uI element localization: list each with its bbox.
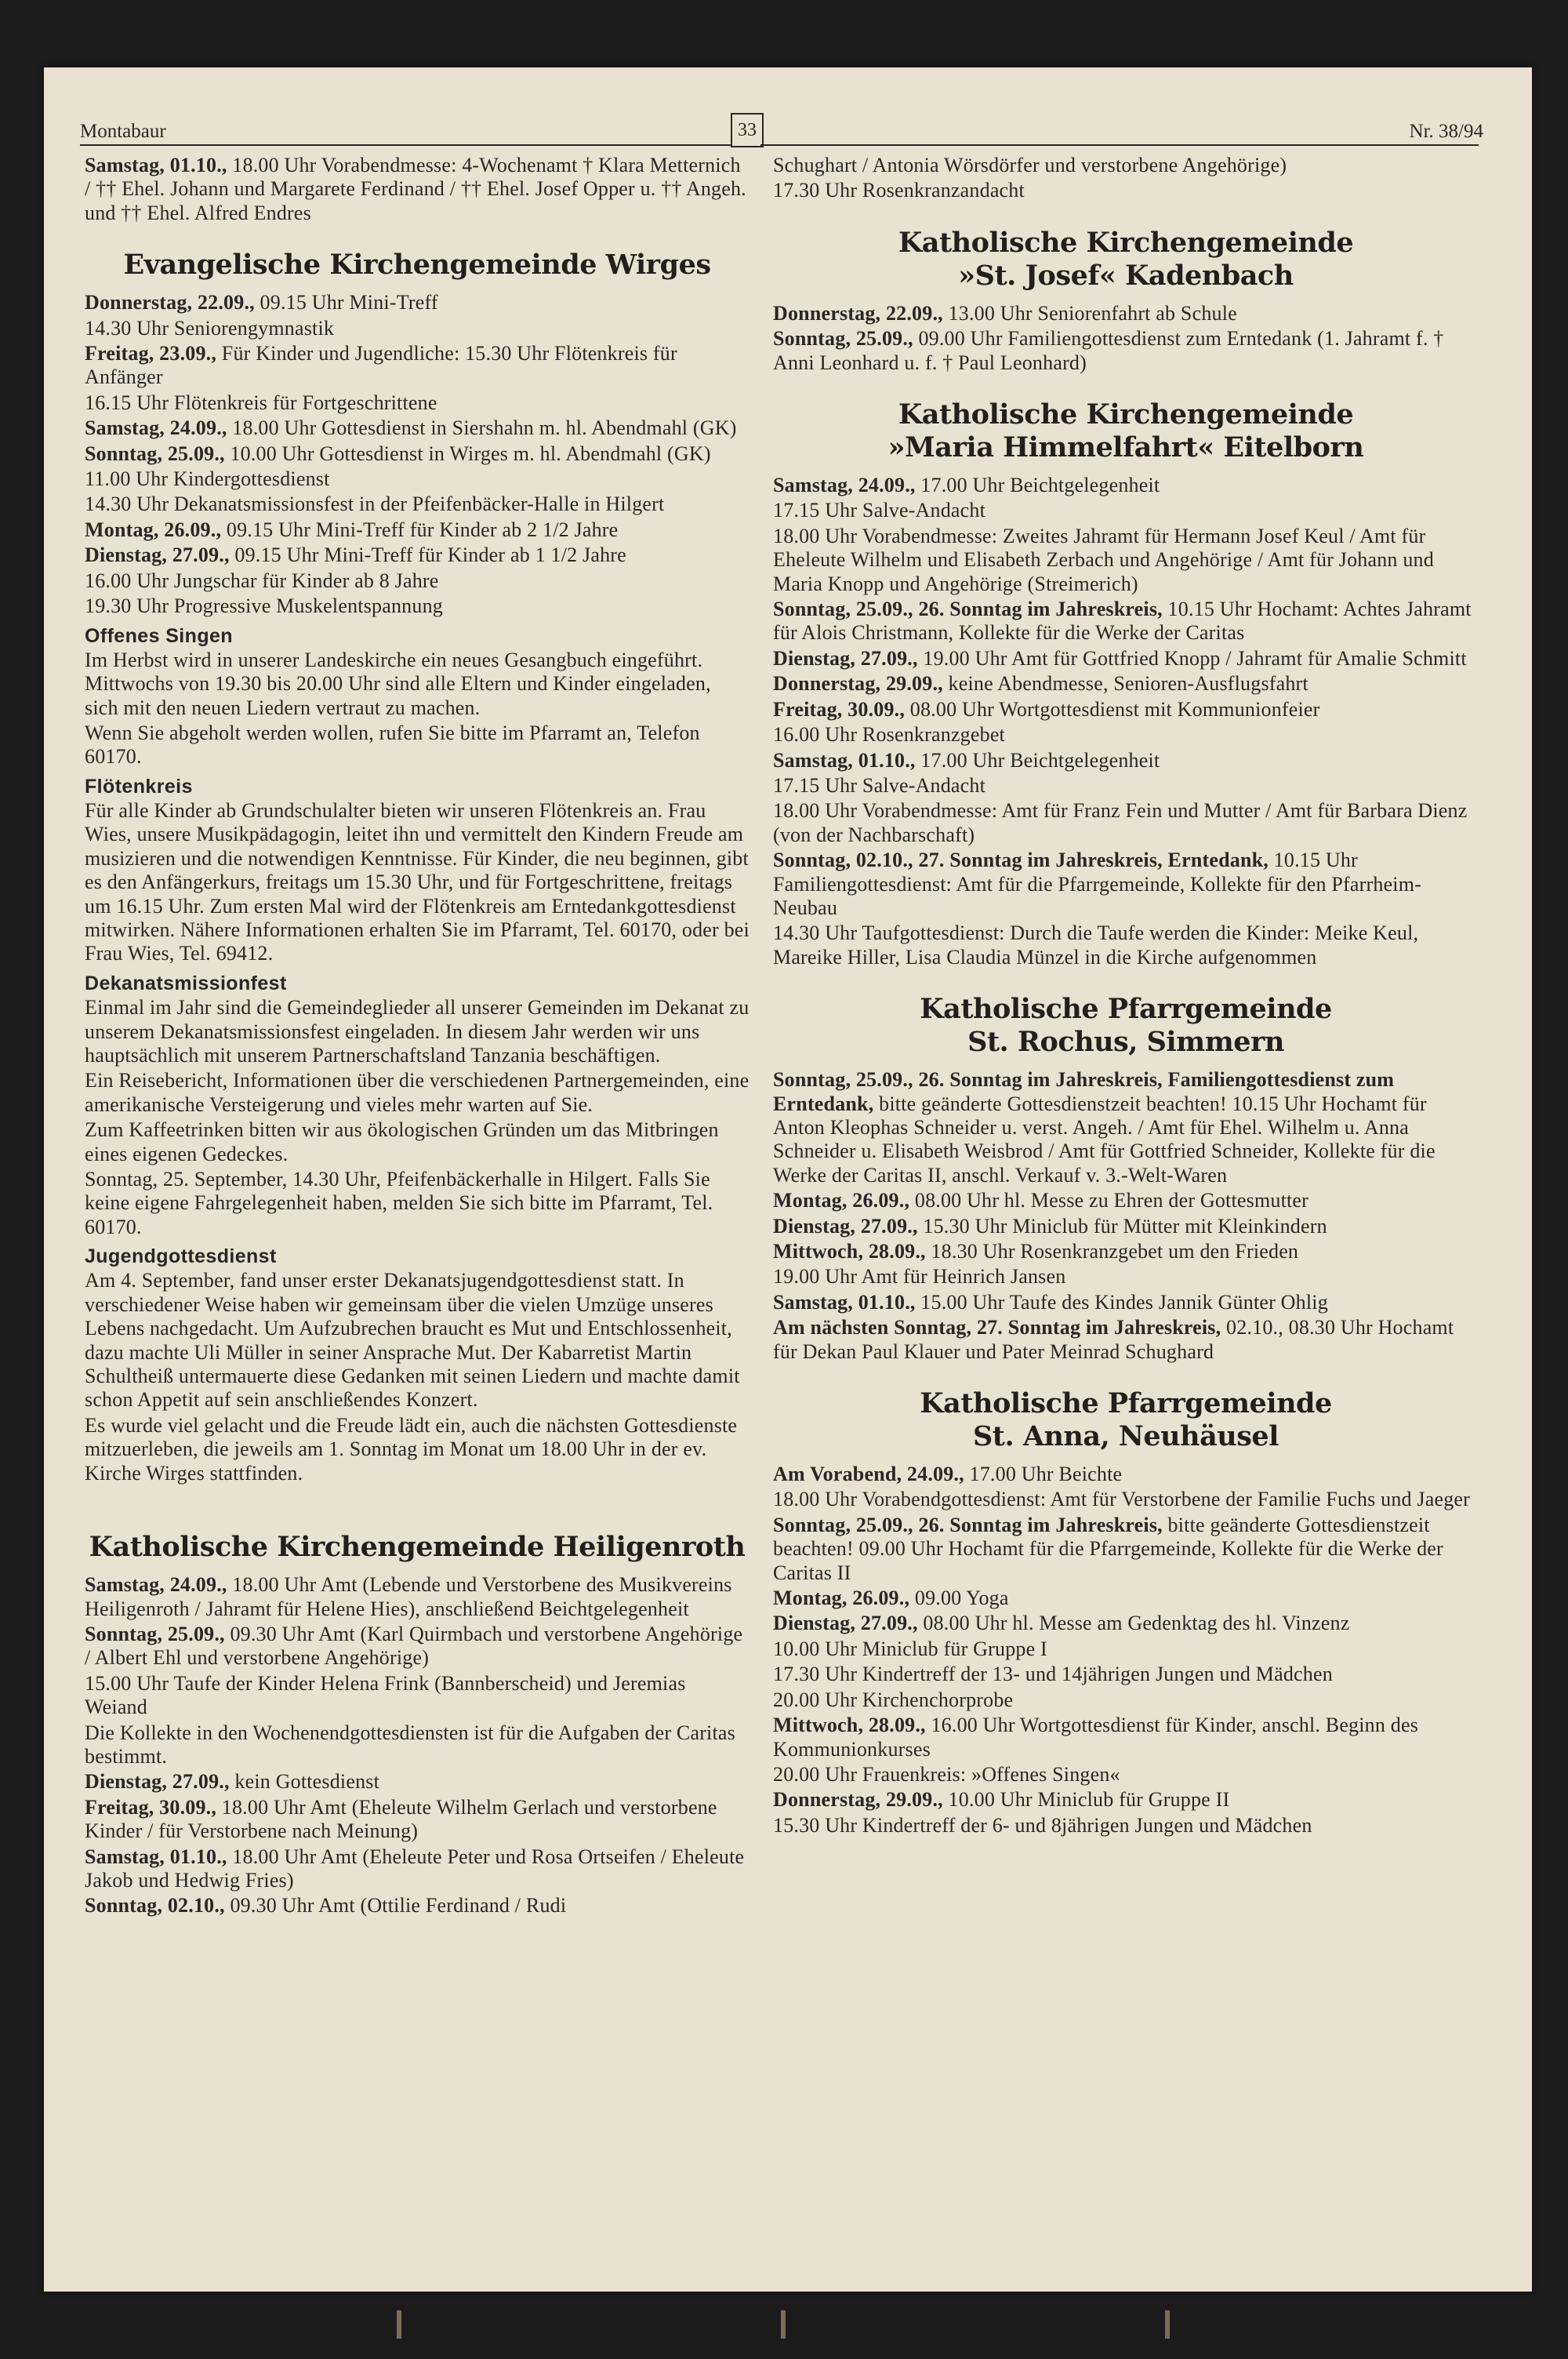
entry-text: 17.00 Uhr Beichte [964, 1463, 1123, 1486]
entry-date: Sonntag, 02.10., 27. Sonntag im Jahreskreis, Erntedank, [773, 849, 1269, 872]
entry-text: 14.30 Uhr Dekanatsmissionsfest in der Pfeifenbäcker-Halle in Hilgert [85, 493, 665, 516]
subsection-paragraph: Wenn Sie abgeholt werden wollen, rufen Sie bitte im Pfarramt an, Telefon 60170. [85, 721, 700, 769]
schedule-entry [773, 1612, 1479, 1635]
subsection-paragraph: Am 4. September, fand unser erster Dekanatsjugendgottesdienst statt. In verschiedener Weise haben wir gemeinsam über die vielen Umzüge unseres Lebens nachgedacht. Um Aufzubrechen braucht es Mut und Entschlossenheit, dazu machte Uli Müller in seiner Ansprache Mut. Der Kabarretist Martin Schultheiß untermauerte diese Gedanken mit seinen Liedern und machte damit schon Appetit auf sein anschließendes Konzert. [85, 1269, 740, 1412]
right-column [773, 154, 1479, 1839]
entry-text: 19.00 Uhr Amt für Heinrich Jansen [773, 1265, 1066, 1289]
subsection-paragraph: Für alle Kinder ab Grundschulalter bieten wir unseren Flötenkreis an. Frau Wies, unsere Musikpädagogin, leitet ihn und vermittelt den Kindern Freude am musizieren und die notwendigen Kenntnisse. Für Kinder, die neu beginnen, gibt es den Anfängerkurs, freitags um 15.30 Uhr, und für Fortgeschrittene, freitags um 16.15 Uhr. Zum ersten Mal wird der Flötenkreis am Erntedankgottesdienst mitwirken. Nähere Informationen erhalten Sie im Pfarramt, Tel. 60170, oder bei Frau Wies, Tel. 69412. [85, 799, 750, 965]
entry-date: Donnerstag, 29.09., [773, 1788, 943, 1812]
entry-text: bitte geänderte Gottesdienstzeit beachten! 09.00 Uhr Hochamt für die Pfarrgemeinde, Kollekte für die Werke der Caritas II [773, 1513, 1443, 1584]
neuhaeusel-entries [773, 1463, 1479, 1837]
entry-text: 17.30 Uhr Kindertreff der 13- und 14jährigen Jungen und Mädchen [773, 1663, 1333, 1686]
entry-text: 10.15 Uhr Hochamt: Achtes Jahramt für Alois Christmann, Kollekte für die Werke der Caritas [773, 598, 1472, 645]
subsection-heading: Dekanatsmissionfest [85, 972, 287, 994]
entry-date: Sonntag, 25.09., 26. Sonntag im Jahreskreis, [773, 1513, 1163, 1536]
entry-text: 18.00 Uhr Vorabendmesse: 4-Wochenamt † Klara Metternich / †† Ehel. Johann und Margarete Ferdinand / †† Ehel. Josef Opper u. †† Angeh. und †† Ehel. Alfred Endres [85, 154, 746, 224]
schedule-entry [773, 1488, 1479, 1511]
entry-text: 19.30 Uhr Progressive Muskelentspannung [85, 594, 443, 618]
schedule-entry [773, 598, 1479, 645]
entry-text: 20.00 Uhr Frauenkreis: »Offenes Singen« [773, 1762, 1120, 1786]
schedule-entry [773, 327, 1479, 375]
schedule-entry [773, 525, 1479, 596]
entry-text: 18.00 Uhr Vorabendmesse: Zweites Jahramt für Hermann Josef Keul / Amt für Eheleute Wilhelm und Elisabeth Zerbach und Angehörige / Amt für Johann und Maria Knopp und Angehörige (Streimerich) [773, 524, 1434, 595]
scan-mark [397, 2310, 401, 2339]
schedule-entry [773, 1788, 1479, 1812]
entry-text: 13.00 Uhr Seniorenfahrt ab Schule [942, 301, 1237, 325]
section-title-simmern [773, 993, 1479, 1059]
entry-text: 09.00 Uhr Familiengottesdienst zum Erntedank (1. Jahramt f. † Anni Leonhard u. f. † Paul Leonhard) [773, 327, 1444, 374]
entry-date: Dienstag, 27.09., [773, 646, 918, 670]
eitelborn-entries [773, 474, 1479, 969]
schedule-entry [85, 442, 750, 466]
entry-date: Am nächsten Sonntag, 27. Sonntag im Jahreskreis, [773, 1316, 1221, 1339]
entry-date: Samstag, 01.10., [85, 1845, 227, 1868]
schedule-entry [85, 416, 750, 440]
entry-text: 17.00 Uhr Beichtgelegenheit [915, 474, 1160, 497]
entry-date: Freitag, 30.09., [85, 1795, 217, 1819]
schedule-entry [85, 1672, 750, 1720]
entry-text: 15.00 Uhr Taufe des Kindes Jannik Günter Ohlig [915, 1290, 1328, 1314]
schedule-entry [85, 291, 750, 314]
wirges-entries [85, 291, 750, 618]
entry-text: 18.00 Uhr Amt (Lebende und Verstorbene des Musikvereins Heiligenroth / Jahramt für Helene Hies), anschließend Beichtgelegenheit [85, 1573, 732, 1620]
entry-text: 09.30 Uhr Amt (Ottilie Ferdinand / Rudi [224, 1894, 567, 1917]
entry-text: Die Kollekte in den Wochenendgottesdiensten ist für die Aufgaben der Caritas bestimmt. [85, 1721, 735, 1768]
entry-date: Samstag, 01.10., [773, 1290, 916, 1314]
entry-text: 17.30 Uhr Rosenkranzandacht [773, 179, 1025, 202]
schedule-entry [85, 1770, 750, 1794]
schedule-entry [85, 594, 750, 618]
entry-text: 08.00 Uhr hl. Messe am Gedenktag des hl. Vinzenz [917, 1612, 1350, 1635]
entry-date: Sonntag, 25.09., 26. Sonntag im Jahreskreis, [773, 598, 1163, 621]
entry-text: 10.00 Uhr Miniclub für Gruppe II [942, 1788, 1230, 1812]
schedule-entry [773, 1688, 1479, 1712]
entry-date: Mittwoch, 28.09., [773, 1714, 926, 1737]
entry-date: Sonntag, 25.09., [85, 442, 225, 465]
schedule-entry [773, 1514, 1479, 1585]
entry-text: 10.00 Uhr Miniclub für Gruppe I [773, 1637, 1047, 1660]
schedule-entry [773, 1215, 1479, 1238]
entry-text: 09.30 Uhr Amt (Karl Quirmbach und verstorbene Angehörige / Albert Ehl und verstorbene Angehörige) [85, 1622, 743, 1670]
schedule-entry [773, 179, 1479, 202]
kadenbach-title-line1: Katholische Kirchengemeinde [898, 226, 1354, 259]
entry-text: 09.15 Uhr Mini-Treff für Kinder ab 1 1/2 Jahre [229, 543, 626, 567]
entry-date: Samstag, 24.09., [85, 1573, 227, 1597]
schedule-entry [773, 723, 1479, 747]
subsection-paragraph: Sonntag, 25. September, 14.30 Uhr, Pfeifenbäckerhalle in Hilgert. Falls Sie keine eigene Fahrgelegenheit haben, melden Sie sich bitte im Pfarramt, Tel. 60170. [85, 1167, 713, 1238]
header-rule-left [80, 144, 731, 146]
schedule-entry [85, 154, 750, 225]
schedule-entry [773, 749, 1479, 772]
eitelborn-title-line1: Katholische Kirchengemeinde [898, 398, 1354, 431]
entry-text: 18.00 Uhr Vorabendmesse: Amt für Franz Fein und Mutter / Amt für Barbara Dienz (von der Nachbarschaft) [773, 799, 1468, 846]
schedule-entry [85, 1894, 750, 1917]
scan-mark [1165, 2310, 1170, 2339]
entry-text: 16.00 Uhr Rosenkranzgebet [773, 723, 1005, 747]
subsection-heading: Offenes Singen [85, 624, 233, 647]
entry-date: Donnerstag, 22.09., [85, 291, 255, 314]
schedule-entry [773, 1763, 1479, 1787]
entry-text: 18.00 Uhr Vorabendgottesdienst: Amt für Verstorbene der Familie Fuchs und Jaeger [773, 1488, 1471, 1511]
entry-text: 10.15 Uhr Familiengottesdienst: Amt für die Pfarrgemeinde, Kollekte für den Pfarrheim-Neubau [773, 849, 1422, 919]
entry-text: 15.30 Uhr Miniclub für Mütter mit Kleinkindern [917, 1214, 1327, 1238]
entry-text: 18.00 Uhr Gottesdienst in Siershahn m. hl. Abendmahl (GK) [227, 416, 737, 440]
schedule-entry [773, 499, 1479, 522]
schedule-entry [773, 1587, 1479, 1610]
schedule-entry [773, 1189, 1479, 1212]
subsection-paragraph: Zum Kaffeetrinken bitten wir aus ökologischen Gründen um das Mitbringen eines eigenen Gedeckes. [85, 1118, 719, 1165]
schedule-entry [85, 1796, 750, 1844]
entry-text: 09.15 Uhr Mini-Treff [254, 291, 438, 314]
schedule-entry [85, 543, 750, 567]
entry-date: Samstag, 24.09., [85, 416, 227, 440]
entry-text: 20.00 Uhr Kirchenchorprobe [773, 1688, 1014, 1711]
entry-text: 09.15 Uhr Mini-Treff für Kinder ab 2 1/2 Jahre [221, 518, 619, 541]
entry-date: Sonntag, 25.09., [85, 1622, 225, 1645]
page-number: 33 [731, 113, 764, 147]
subsection-paragraph: Im Herbst wird in unserer Landeskirche ein neues Gesangbuch eingeführt. Mittwochs von 19.30 bis 20.00 Uhr sind alle Eltern und Kinder eingeladen, sich mit den neuen Liedern vertraut zu machen. [85, 648, 711, 719]
simmern-entries [773, 1068, 1479, 1364]
schedule-entry [85, 518, 750, 542]
entry-date: Am Vorabend, 24.09., [773, 1463, 964, 1486]
entry-text: 17.15 Uhr Salve-Andacht [773, 773, 986, 797]
entry-date: Dienstag, 27.09., [85, 1770, 230, 1794]
schedule-entry [773, 1714, 1479, 1761]
schedule-entry [85, 1845, 750, 1893]
subsection-paragraph: Einmal im Jahr sind die Gemeindeglieder all unserer Gemeinden im Dekanat zu unserem Dekanatsmissionsfest eingeladen. In diesem Jahr werden wir uns hauptsächlich mit unserem Partnerschaftsland Tanzania beschäftigen. [85, 996, 750, 1067]
entry-text: 17.00 Uhr Beichtgelegenheit [915, 748, 1160, 772]
entry-date: Samstag, 01.10., [85, 154, 227, 176]
entry-date: Montag, 26.09., [85, 518, 222, 541]
entry-date: Sonntag, 25.09., 26. Sonntag im Jahreskreis, Familiengottesdienst zum Erntedank, [773, 1068, 1395, 1115]
entry-date: Montag, 26.09., [773, 1587, 910, 1610]
left-column [85, 154, 750, 1920]
entry-text: 11.00 Uhr Kindergottesdienst [85, 467, 330, 491]
entry-date: Mittwoch, 28.09., [773, 1240, 926, 1263]
entry-text: Für Kinder und Jugendliche: 15.30 Uhr Flötenkreis für Anfänger [85, 342, 677, 389]
heiligenroth-entries [85, 1573, 750, 1918]
entry-text: 18.00 Uhr Amt (Eheleute Wilhelm Gerlach und verstorbene Kinder / für Verstorbene nach Meinung) [85, 1795, 717, 1843]
schedule-entry [85, 493, 750, 516]
entry-date: Samstag, 01.10., [773, 748, 916, 772]
schedule-entry [773, 474, 1479, 497]
schedule-entry [773, 1463, 1479, 1486]
entry-date: Donnerstag, 29.09., [773, 672, 943, 696]
entry-date: Donnerstag, 22.09., [773, 301, 943, 325]
entry-text: keine Abendmesse, Senioren-Ausflugsfahrt [942, 672, 1308, 696]
entry-text: 17.15 Uhr Salve-Andacht [773, 499, 986, 522]
section-title-neuhaeusel [773, 1387, 1479, 1453]
entry-date: Dienstag, 27.09., [773, 1214, 918, 1238]
entry-text: bitte geänderte Gottesdienstzeit beachten! 10.15 Uhr Hochamt für Anton Kleophas Schneider u. verst. Angeh. / Amt für Ehel. Wilhelm u. Anna Schneider u. Elisabeth Weisbrod / Amt für Gottfried Schneider, Kollekte für die Werke der Caritas II, anschl. Verkauf v. 3.-Welt-Waren [773, 1092, 1436, 1187]
entry-date: Dienstag, 27.09., [85, 543, 230, 567]
entry-date: Dienstag, 27.09., [773, 1612, 918, 1635]
entry-date: Freitag, 23.09., [85, 342, 217, 365]
kadenbach-entries [773, 302, 1479, 375]
schedule-entry [773, 1814, 1479, 1837]
entry-text: 10.00 Uhr Gottesdienst in Wirges m. hl. Abendmahl (GK) [224, 442, 711, 465]
schedule-entry [773, 1316, 1479, 1364]
simmern-title-line2: St. Rochus, Simmern [967, 1026, 1284, 1059]
header-location: Montabaur [80, 121, 166, 142]
schedule-entry [773, 774, 1479, 798]
schedule-entry [85, 391, 750, 415]
schedule-entry [85, 1721, 750, 1769]
entry-text: 14.30 Uhr Seniorengymnastik [85, 316, 335, 340]
schedule-entry [773, 1663, 1479, 1686]
entry-text: 16.00 Uhr Wortgottesdienst für Kinder, anschl. Beginn des Kommunionkurses [773, 1714, 1419, 1761]
schedule-entry [773, 1291, 1479, 1314]
section-title-wirges: Evangelische Kirchengemeinde Wirges [123, 249, 711, 282]
schedule-entry [773, 1240, 1479, 1263]
entry-text: 09.00 Yoga [909, 1587, 1009, 1610]
subsection-paragraph: Es wurde viel gelacht und die Freude lädt ein, auch die nächsten Gottesdienste mitzuerleben, die jeweils am 1. Sonntag im Monat um 18.00 Uhr in der ev. Kirche Wirges stattfinden. [85, 1413, 738, 1485]
entry-text: 08.00 Uhr Wortgottesdienst mit Kommunionfeier [905, 697, 1320, 721]
neuhaeusel-title-line1: Katholische Pfarrgemeinde [920, 1387, 1332, 1420]
schedule-entry [773, 799, 1479, 847]
schedule-entry [773, 1068, 1479, 1187]
entry-date: Sonntag, 02.10., [85, 1894, 225, 1917]
schedule-entry [773, 1637, 1479, 1661]
subsection-paragraph: Ein Reisebericht, Informationen über die verschiedenen Partnergemeinden, eine amerikanische Versteigerung und vieles mehr warten auf Sie. [85, 1069, 750, 1116]
schedule-entry [773, 302, 1479, 325]
schedule-entry [85, 342, 750, 390]
entry-text: 15.30 Uhr Kindertreff der 6- und 8jährigen Jungen und Mädchen [773, 1813, 1312, 1837]
entry-date: Sonntag, 25.09., [773, 327, 913, 351]
header-rule-right [760, 144, 1479, 146]
left-intro [85, 154, 750, 225]
kadenbach-title-line2: »St. Josef« Kadenbach [958, 259, 1294, 292]
schedule-entry [773, 1265, 1479, 1289]
schedule-entry [85, 1573, 750, 1621]
schedule-entry [85, 317, 750, 340]
section-title-heiligenroth: Katholische Kirchengemeinde Heiligenroth [89, 1531, 746, 1564]
entry-text: 18.30 Uhr Rosenkranzgebet um den Frieden [925, 1240, 1299, 1263]
simmern-title-line1: Katholische Pfarrgemeinde [920, 993, 1332, 1026]
right-intro [773, 154, 1479, 203]
entry-text: 15.00 Uhr Taufe der Kinder Helena Frink (Bannberscheid) und Jeremias Weiand [85, 1671, 686, 1719]
entry-text: 16.15 Uhr Flötenkreis für Fortgeschrittene [85, 391, 437, 414]
entry-date: Freitag, 30.09., [773, 697, 906, 721]
issue-number: Nr. 38/94 [1409, 121, 1483, 142]
schedule-entry [773, 921, 1479, 969]
entry-text: 16.00 Uhr Jungschar für Kinder ab 8 Jahre [85, 569, 439, 592]
entry-date: Samstag, 24.09., [773, 474, 916, 497]
entry-text: Schughart / Antonia Wörsdörfer und verstorbene Angehörige) [773, 154, 1287, 176]
wirges-sections [85, 625, 750, 1486]
newspaper-page [44, 67, 1532, 2292]
schedule-entry [85, 1623, 750, 1670]
neuhaeusel-title-line2: St. Anna, Neuhäusel [973, 1420, 1279, 1453]
scan-mark [781, 2310, 786, 2339]
schedule-entry [85, 569, 750, 593]
entry-text: 08.00 Uhr hl. Messe zu Ehren der Gottesmutter [909, 1189, 1309, 1212]
schedule-entry [773, 672, 1479, 696]
entry-text: 02.10., 08.30 Uhr Hochamt für Dekan Paul Klauer und Pater Meinrad Schughard [773, 1316, 1454, 1363]
schedule-entry [773, 647, 1479, 671]
eitelborn-title-line2: »Maria Himmelfahrt« Eitelborn [887, 431, 1364, 464]
entry-text: 18.00 Uhr Amt (Eheleute Peter und Rosa Ortseifen / Eheleute Jakob und Hedwig Fries) [85, 1845, 745, 1892]
section-title-kadenbach [773, 227, 1479, 293]
entry-date: Montag, 26.09., [773, 1189, 910, 1212]
subsection-heading: Jugendgottesdienst [85, 1245, 277, 1268]
schedule-entry [773, 849, 1479, 920]
section-title-eitelborn [773, 398, 1479, 464]
entry-text: 14.30 Uhr Taufgottesdienst: Durch die Taufe werden die Kinder: Meike Keul, Mareike Hiller, Lisa Claudia Münzel in die Kirche aufgenommen [773, 921, 1419, 969]
subsection-heading: Flötenkreis [85, 775, 193, 798]
schedule-entry [773, 154, 1479, 177]
entry-text: 19.00 Uhr Amt für Gottfried Knopp / Jahramt für Amalie Schmitt [917, 646, 1467, 670]
entry-text: kein Gottesdienst [229, 1770, 380, 1794]
schedule-entry [773, 698, 1479, 722]
schedule-entry [85, 467, 750, 491]
